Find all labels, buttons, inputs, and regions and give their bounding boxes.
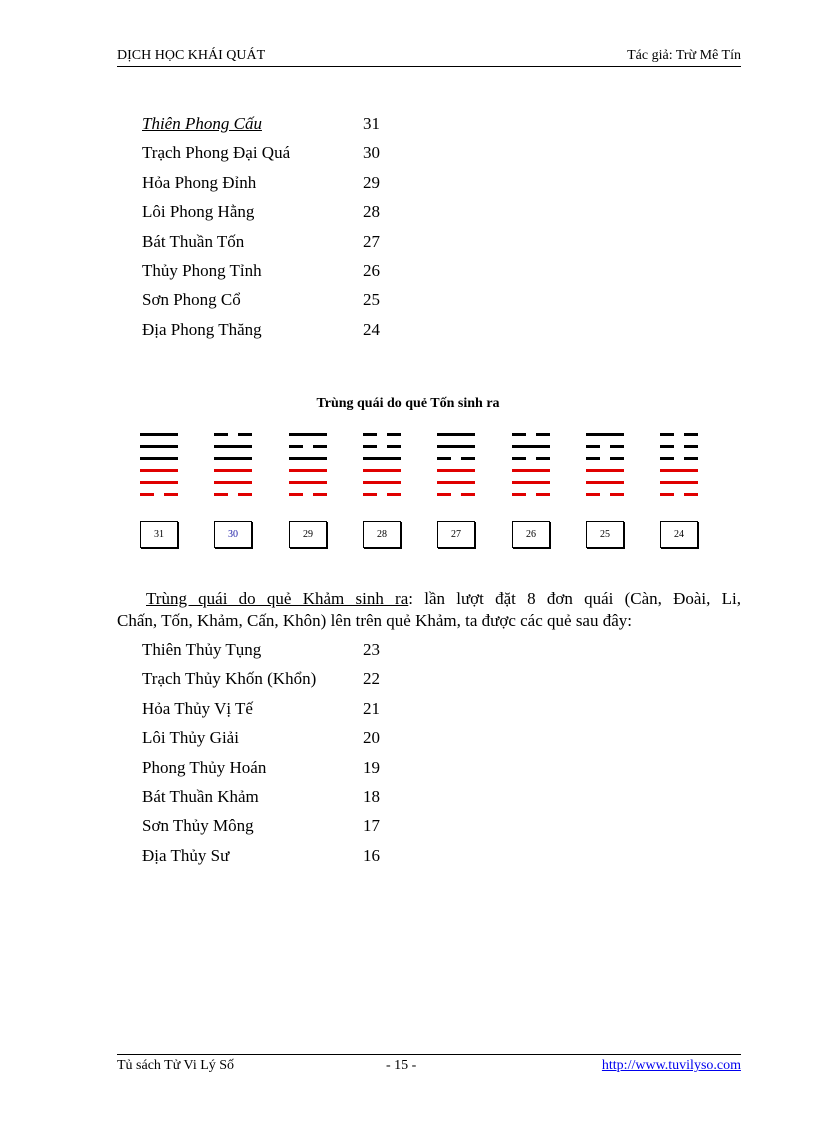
header-author: Tác giả: Trừ Mê Tín bbox=[627, 48, 741, 63]
yang-line bbox=[437, 469, 475, 472]
yin-line bbox=[512, 457, 550, 460]
footer-page-number: - 15 - bbox=[386, 1058, 417, 1073]
list-item-number: 25 bbox=[363, 290, 380, 310]
yang-line bbox=[437, 445, 475, 448]
page-header bbox=[117, 46, 741, 67]
yang-line bbox=[437, 433, 475, 436]
list-item-name: Địa Thủy Sư bbox=[142, 845, 230, 865]
list-item-number: 17 bbox=[363, 816, 380, 836]
yang-line bbox=[512, 469, 550, 472]
yang-line bbox=[140, 469, 178, 472]
yang-line bbox=[512, 445, 550, 448]
list-item-number: 18 bbox=[363, 786, 380, 806]
list-item-name: Thủy Phong Tỉnh bbox=[142, 260, 262, 280]
yang-line bbox=[660, 469, 698, 472]
yin-line bbox=[214, 433, 252, 436]
list-item-number: 30 bbox=[363, 143, 380, 163]
paragraph-line-1 bbox=[117, 588, 741, 610]
yin-line bbox=[140, 493, 178, 496]
yin-line bbox=[214, 493, 252, 496]
yin-line bbox=[586, 445, 624, 448]
yin-line bbox=[660, 433, 698, 436]
list-item-number: 23 bbox=[363, 640, 380, 659]
yang-line bbox=[214, 457, 252, 460]
yin-line bbox=[586, 457, 624, 460]
yin-line bbox=[512, 493, 550, 496]
yang-line bbox=[140, 445, 178, 448]
list-item-name: Bát Thuần Khảm bbox=[142, 786, 259, 806]
yang-line bbox=[289, 433, 327, 436]
yang-line bbox=[214, 445, 252, 448]
yin-line bbox=[660, 493, 698, 496]
yin-line bbox=[437, 457, 475, 460]
list-item-name: Thiên Phong Cấu bbox=[142, 114, 262, 133]
yang-line bbox=[214, 469, 252, 472]
yang-line bbox=[586, 433, 624, 436]
list-item-number: 22 bbox=[363, 669, 380, 689]
yin-line bbox=[437, 493, 475, 496]
paragraph-underlined-heading: Trùng quái do quẻ Khảm sinh ra bbox=[146, 589, 409, 608]
list-item-number: 24 bbox=[363, 319, 380, 339]
yang-line bbox=[363, 481, 401, 484]
list-item-number: 26 bbox=[363, 260, 380, 280]
yin-line bbox=[660, 457, 698, 460]
yang-line bbox=[289, 469, 327, 472]
diagram-title: Trùng quái do quẻ Tốn sinh ra bbox=[316, 396, 500, 411]
hexagram-number-box: 27 bbox=[437, 521, 475, 548]
paragraph-line-2: Chấn, Tốn, Khảm, Cấn, Khôn) lên trên quẻ Khảm, ta được các quẻ sau đây: bbox=[117, 611, 632, 630]
yang-line bbox=[512, 481, 550, 484]
khham-intro-paragraph bbox=[117, 588, 741, 632]
list-item-number: 28 bbox=[363, 202, 380, 222]
yin-line bbox=[363, 493, 401, 496]
hexagram-number-box: 24 bbox=[660, 521, 698, 548]
hexagram-number-box: 26 bbox=[512, 521, 550, 548]
list-item-name: Trạch Thủy Khốn (Khổn) bbox=[142, 669, 317, 689]
yang-line bbox=[586, 469, 624, 472]
list-item-name: Trạch Phong Đại Quá bbox=[142, 143, 291, 163]
list-item-number: 16 bbox=[363, 845, 380, 865]
yin-line bbox=[363, 433, 401, 436]
list-item-name: Lôi Thủy Giải bbox=[142, 728, 239, 748]
yang-line bbox=[289, 481, 327, 484]
list-item-number: 21 bbox=[363, 698, 380, 718]
hexagram-diagram bbox=[140, 433, 700, 553]
footer-series: Tủ sách Tử Vi Lý Số bbox=[117, 1058, 235, 1073]
list-item-number: 19 bbox=[363, 757, 380, 777]
hexagram-number-box: 31 bbox=[140, 521, 178, 548]
header-book-title: DỊCH HỌC KHÁI QUÁT bbox=[117, 48, 266, 63]
list-item-name: Bát Thuần Tốn bbox=[142, 231, 245, 251]
yang-line bbox=[140, 481, 178, 484]
paragraph-text: : lần lượt đặt 8 đơn quái (Càn, Đoài, Li, bbox=[408, 589, 741, 608]
list-item-name: Sơn Thủy Mông bbox=[142, 816, 254, 836]
page-footer bbox=[117, 1054, 741, 1079]
list-item-name: Hỏa Phong Đỉnh bbox=[142, 172, 257, 192]
yang-line bbox=[289, 457, 327, 460]
yang-line bbox=[437, 481, 475, 484]
yang-line bbox=[586, 481, 624, 484]
list-item-name: Hỏa Thủy Vị Tế bbox=[142, 698, 253, 718]
yang-line bbox=[363, 469, 401, 472]
hexagram-number-box: 30 bbox=[214, 521, 252, 548]
list-item-name: Phong Thủy Hoán bbox=[142, 757, 267, 777]
hexagram-number-box: 29 bbox=[289, 521, 327, 548]
footer-website-link[interactable]: http://www.tuvilyso.com bbox=[601, 1058, 741, 1073]
yin-line bbox=[363, 445, 401, 448]
yang-line bbox=[363, 457, 401, 460]
yin-line bbox=[586, 493, 624, 496]
hexagram-number-box: 25 bbox=[586, 521, 624, 548]
list-item-name: Sơn Phong Cổ bbox=[142, 290, 241, 310]
yin-line bbox=[289, 493, 327, 496]
yin-line bbox=[289, 445, 327, 448]
yang-line bbox=[140, 433, 178, 436]
yang-line bbox=[660, 481, 698, 484]
yang-line bbox=[214, 481, 252, 484]
list-item-name: Địa Phong Thăng bbox=[142, 319, 262, 339]
list-item-number: 20 bbox=[363, 728, 380, 748]
yin-line bbox=[660, 445, 698, 448]
yin-line bbox=[512, 433, 550, 436]
list-item-number: 31 bbox=[363, 114, 380, 133]
list-item-number: 27 bbox=[363, 231, 380, 251]
list-item-name: Thiên Thủy Tụng bbox=[142, 640, 262, 659]
yang-line bbox=[140, 457, 178, 460]
list-item-name: Lôi Phong Hằng bbox=[142, 202, 255, 222]
list-item-number: 29 bbox=[363, 172, 380, 192]
hexagram-number-box: 28 bbox=[363, 521, 401, 548]
